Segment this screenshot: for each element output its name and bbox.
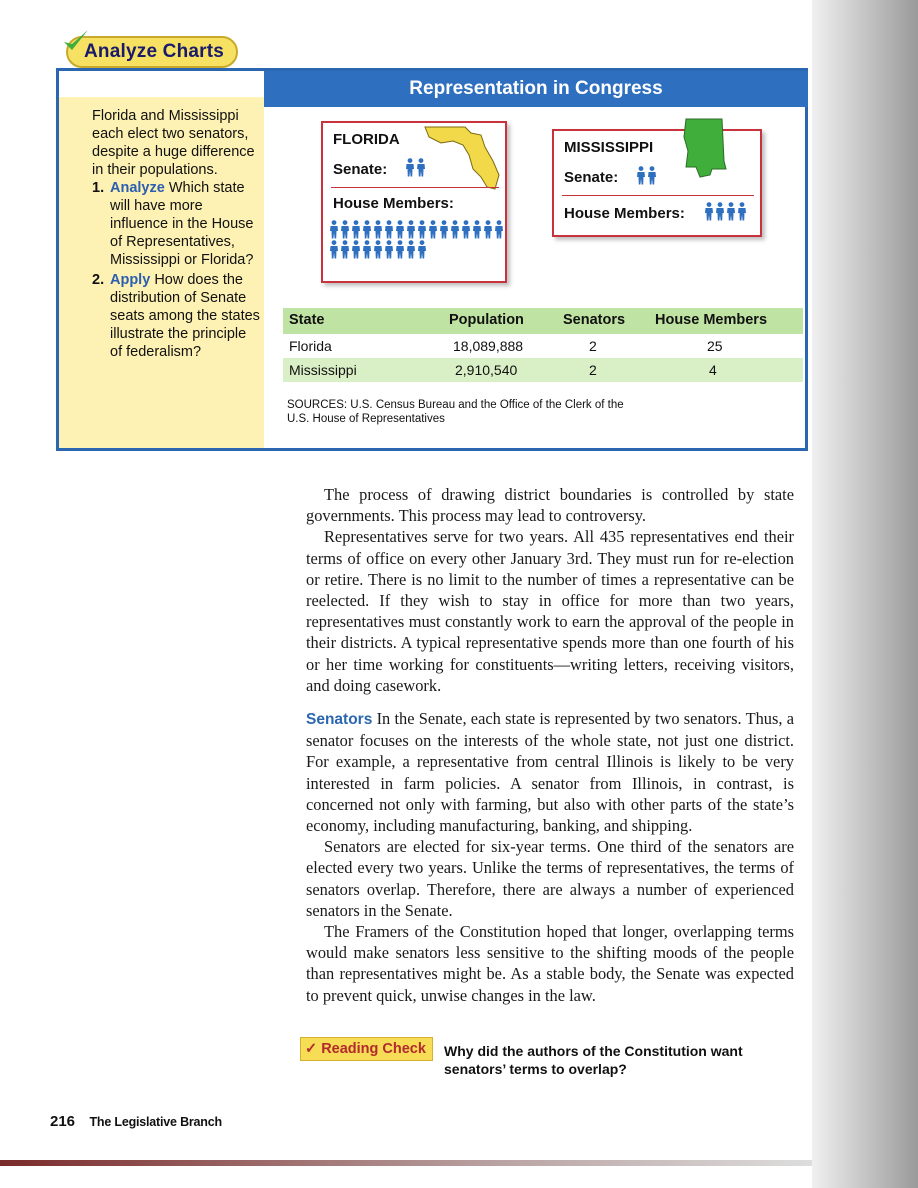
- page-footer: [50, 1113, 222, 1131]
- paragraph-district-boundaries: The process of drawing district boundaries is controlled by state governments. This process may lead to controversy.: [306, 485, 794, 526]
- mississippi-house-icons: [704, 202, 760, 221]
- representation-feature-box: [56, 68, 808, 451]
- person-icon: [384, 240, 394, 259]
- person-icon: [647, 166, 657, 185]
- florida-house-label: House Members:: [333, 195, 454, 212]
- table-source-line-2: U.S. House of Representatives: [287, 413, 445, 425]
- person-icon: [704, 202, 714, 221]
- person-icon: [417, 240, 427, 259]
- table-row: [283, 334, 803, 358]
- person-icon: [406, 220, 416, 239]
- mississippi-map-icon: [682, 117, 728, 179]
- question-1-number: 1.: [92, 180, 105, 196]
- table-cell-senators: 2: [589, 338, 597, 354]
- section-title: The Legislative Branch: [89, 1115, 222, 1129]
- paragraph-framers: The Framers of the Constitution hoped that longer, overlapping terms would make senators less sensitive to the shifting moods of the people than representatives might be. As a stable body, the Senate was expected to prevent quick, unwise changes in the law.: [306, 922, 794, 1005]
- table-source-note: [287, 398, 667, 426]
- person-icon: [428, 220, 438, 239]
- mississippi-card: [552, 129, 762, 237]
- table-header-senators: Senators: [563, 312, 626, 328]
- florida-state-name: FLORIDA: [333, 131, 400, 148]
- person-icon: [472, 220, 482, 239]
- florida-card: [321, 121, 507, 283]
- person-icon: [406, 240, 416, 259]
- paragraph-senators: [306, 708, 794, 836]
- person-icon: [395, 220, 405, 239]
- page-number: 216: [50, 1113, 76, 1130]
- question-1: [92, 179, 260, 269]
- question-2-keyword: Apply: [110, 272, 151, 288]
- person-icon: [329, 220, 339, 239]
- table-header-row: [283, 308, 803, 334]
- table-cell-house-members: 25: [707, 338, 723, 354]
- paragraph-representatives-terms: Representatives serve for two years. All 435 representatives end their terms of office on every other January 3rd. They must run for re-election or retire. There is no limit to the number of times a representative can be reelected. If they wish to stay in office for more than two years, representatives must constantly work to earn the approval of the people in their districts. A typical representative spends more than one fourth of his or her time working for constituents—writing letters, receiving visitors, and doing casework.: [306, 527, 794, 695]
- person-icon: [340, 220, 350, 239]
- person-icon: [417, 220, 427, 239]
- table-cell-house-members: 4: [709, 362, 717, 378]
- mississippi-house-label: House Members:: [564, 205, 685, 222]
- sidebar-intro: Florida and Mississippi each elect two senators, despite a huge difference in their populations.: [92, 108, 255, 178]
- person-icon: [395, 240, 405, 259]
- person-icon: [340, 240, 350, 259]
- table-header-state: State: [289, 312, 325, 328]
- person-icon: [373, 220, 383, 239]
- florida-senate-label: Senate:: [333, 161, 388, 178]
- question-1-keyword: Analyze: [110, 180, 165, 196]
- florida-divider: [331, 187, 499, 188]
- reading-check-question: Why did the authors of the Constitution want senators’ terms to overlap?: [444, 1043, 743, 1077]
- table-cell-state: Florida: [289, 338, 332, 354]
- feature-title: Representation in Congress: [264, 71, 808, 107]
- florida-senator-icons: [405, 158, 445, 177]
- person-icon: [439, 220, 449, 239]
- person-icon: [362, 220, 372, 239]
- person-icon: [416, 158, 426, 177]
- mississippi-senator-icons: [636, 166, 676, 185]
- florida-house-icons: [329, 220, 505, 259]
- reading-check-checkmark-icon: ✓: [305, 1041, 318, 1057]
- person-icon: [373, 240, 383, 259]
- table-cell-state: Mississippi: [289, 362, 357, 378]
- question-2-text: How does the distribution of Senate seats among the states illustrate the principle of federalism?: [110, 272, 260, 360]
- person-icon: [351, 240, 361, 259]
- reading-check-badge: [300, 1037, 433, 1061]
- paragraph-senators-text: In the Senate, each state is represented by two senators. Thus, a senator focuses on the interests of the whole state, not just one district. For example, a representative from central Illinois is likely to be very interested in farm policies. A senator from Illinois, in contrast, is concerned not only with farming, but also with other parts of the state’s economy, including manufacturing, banking, and shipping.: [306, 709, 794, 836]
- paragraph-six-year-terms: Senators are elected for six-year terms. One third of the senators are elected every two years. Unlike the terms of representatives, the terms of senators overlap. Therefore, there are always a number of experienced senators in the Senate.: [306, 837, 794, 920]
- table-header-house-members: House Members: [655, 312, 768, 328]
- person-icon: [461, 220, 471, 239]
- table-cell-senators: 2: [589, 362, 597, 378]
- page-bottom-rule: [0, 1160, 812, 1166]
- person-icon: [636, 166, 646, 185]
- person-icon: [351, 220, 361, 239]
- person-icon: [450, 220, 460, 239]
- mississippi-senate-label: Senate:: [564, 169, 619, 186]
- analyze-charts-label: Analyze Charts: [84, 41, 225, 62]
- question-2: [92, 271, 260, 361]
- analyze-charts-tab: [66, 36, 238, 68]
- table-cell-population: 2,910,540: [455, 362, 518, 378]
- person-icon: [483, 220, 493, 239]
- table-row: [283, 358, 803, 382]
- reading-check-label: Reading Check: [321, 1041, 426, 1057]
- person-icon: [726, 202, 736, 221]
- representation-table: [283, 308, 803, 382]
- senators-subhead: Senators: [306, 711, 373, 729]
- page-gutter-shadow: [812, 0, 918, 1188]
- mississippi-state-name: MISSISSIPPI: [564, 139, 654, 156]
- table-cell-population: 18,089,888: [453, 338, 524, 354]
- person-icon: [715, 202, 725, 221]
- question-1-text: Which state will have more influence in the House of Representatives, Mississippi or Florida?: [110, 180, 254, 268]
- person-icon: [405, 158, 415, 177]
- table-header-population: Population: [449, 312, 524, 328]
- person-icon: [362, 240, 372, 259]
- analyze-sidebar: [59, 97, 264, 448]
- person-icon: [737, 202, 747, 221]
- person-icon: [384, 220, 394, 239]
- person-icon: [494, 220, 504, 239]
- body-text: [306, 484, 794, 1006]
- question-2-number: 2.: [92, 272, 105, 288]
- person-icon: [329, 240, 339, 259]
- table-source-line-1: SOURCES: U.S. Census Bureau and the Office of the Clerk of the: [287, 399, 624, 411]
- mississippi-divider: [562, 195, 754, 196]
